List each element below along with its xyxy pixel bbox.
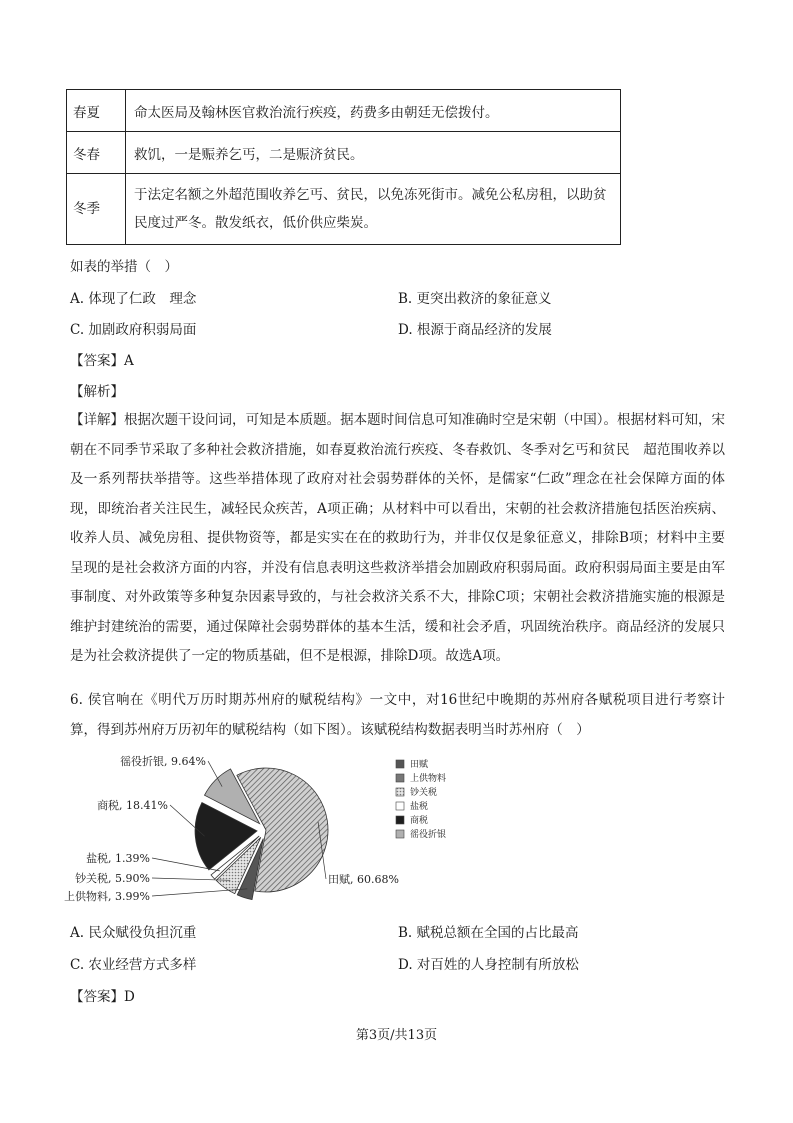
q5-option-b: B. 更突出救济的象征意义 <box>398 291 552 307</box>
slice-label: 徭役折银, 9.64% <box>120 755 206 768</box>
q6-option-b: B. 赋税总额在全国的占比最高 <box>398 925 579 941</box>
measure-cell: 救饥，一是赈养乞丐，二是赈济贫民。 <box>126 132 621 174</box>
q5-answer: 【答案】A <box>70 353 134 369</box>
table-row <box>67 174 621 245</box>
q5-option-d: D. 根源于商品经济的发展 <box>398 322 552 338</box>
tax-structure-pie-chart <box>64 745 486 903</box>
legend-entry: 田赋 <box>410 760 429 770</box>
q6-option-a: A. 民众赋役负担沉重 <box>70 925 197 941</box>
q5-option-a: A. 体现了仁政 理念 <box>70 291 197 307</box>
slice-label: 田赋, 60.68% <box>328 873 399 886</box>
legend-entry: 徭役折银 <box>410 830 447 840</box>
q5-stem: 如表的举措（ ） <box>70 259 178 275</box>
legend-swatch <box>396 774 404 782</box>
legend-swatch <box>396 816 404 824</box>
measure-cell: 命太医局及翰林医官救治流行疾疫，药费多由朝廷无偿拨付。 <box>126 90 621 132</box>
legend-entry: 钞关税 <box>410 788 438 798</box>
q5-option-c: C. 加剧政府积弱局面 <box>70 322 197 338</box>
q6-stem: 6. 侯官响在《明代万历时期苏州府的赋税结构》一文中，对16世纪中晚期的苏州府各赋税项目进行考察计算，得到苏州府万历初年的赋税结构（如下图）。该赋税结构数据表明当时苏州府（ ） <box>70 692 725 738</box>
legend-swatch <box>396 830 404 838</box>
legend-entry: 盐税 <box>410 802 429 812</box>
season-cell: 冬春 <box>67 132 126 174</box>
legend-swatch <box>396 802 404 810</box>
season-cell: 冬季 <box>67 174 126 245</box>
slice-label: 钞关税, 5.90% <box>75 872 150 885</box>
slice-label: 盐税, 1.39% <box>86 852 150 865</box>
legend-swatch <box>396 788 404 796</box>
table-row <box>67 132 621 174</box>
q6-answer: 【答案】D <box>70 989 135 1005</box>
slice-label: 上供物料, 3.99% <box>64 890 150 903</box>
q5-analysis-label: 【解析】 <box>70 384 124 400</box>
legend-swatch <box>396 760 404 768</box>
table-row <box>67 90 621 132</box>
legend-entry: 上供物料 <box>410 774 447 784</box>
q5-analysis: 【详解】根据次题干设问词，可知是本质题。据本题时间信息可知准确时空是宋朝（中国）。根据材料可知，宋朝在不同季节采取了多种社会救济措施，如春夏救治流行疾疫、冬春救饥、冬季对乞丐和贫民 超范围收养以及一系列帮扶举措等。这些举措体现了政府对社会弱势群体的关怀，是儒家“仁政”理念在社会保障方面的体现，即统治者关注民生，减轻民众疾苦，A项正确；从材料中可以看出，宋朝的社会救济措施包括医治疾病、收养人员、减免房租、提供物资等，都是实实在在的救助行为，并非仅仅是象征意义，排除B项；材料中主要呈现的是社会救济方面的内容，并没有信息表明这些救济举措会加剧政府积弱局面。政府积弱局面主要是由军事制度、对外政策等多种复杂因素导致的，与社会救济关系不大，排除C项；宋朝社会救济措施实施的根源是维护封建统治的需要，通过保障社会弱势群体的基本生活，缓和社会矛盾，巩固统治秩序。商品经济的发展只是为社会救济提供了一定的物质基础，但不是根源，排除D项。故选A项。 <box>70 412 725 664</box>
relief-measures-table <box>66 89 621 245</box>
season-cell: 春夏 <box>67 90 126 132</box>
legend-entry: 商税 <box>410 816 429 826</box>
q6-option-c: C. 农业经营方式多样 <box>70 957 197 973</box>
slice-label: 商税, 18.41% <box>97 799 168 812</box>
q6-option-d: D. 对百姓的人身控制有所放松 <box>398 957 579 973</box>
measure-cell: 于法定名额之外超范围收养乞丐、贫民，以免冻死街市。减免公私房租，以助贫民度过严冬。散发纸衣，低价供应柴炭。 <box>126 174 621 245</box>
page-footer: 第3页/共13页 <box>355 1028 438 1043</box>
